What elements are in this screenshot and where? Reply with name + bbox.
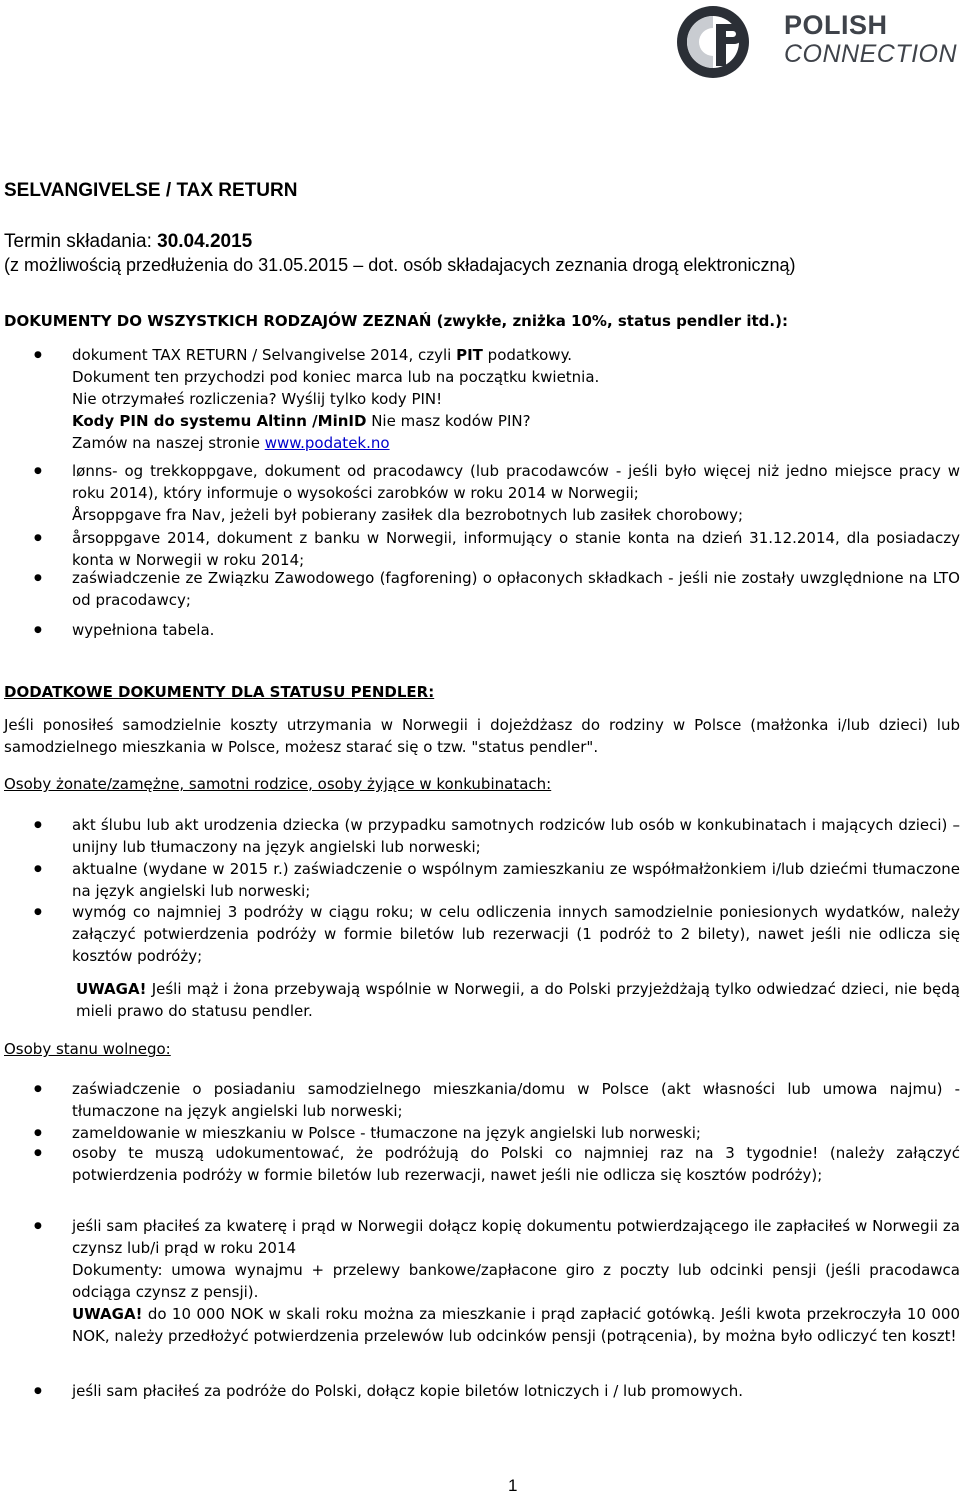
section2-heading: DODATKOWE DOKUMENTY DLA STATUSU PENDLER: bbox=[4, 683, 435, 701]
list-item: ● akt ślubu lub akt urodzenia dziecka (w przypadku samotnych rodziców lub osób w konkubinatach i mających dzieci) – unijny lub tłumaczony na język angielski lub norweski; bbox=[0, 814, 960, 858]
list-item: ● lønns- og trekkoppgave, dokument od pracodawcy (lub pracodawców - jeśli było więcej niż jedno miejsce pracy w roku 2014), który informuje o wysokości zarobków w roku 2014 w Norwegii; Årsoppgave fra Nav, jeżeli był pobierany zasiłek dla bezrobotnych lub zasiłek chorobowy; bbox=[0, 460, 960, 526]
list-item: ● zameldowanie w mieszkaniu w Polsce - tłumaczone na język angielski lub norweski; bbox=[0, 1122, 960, 1144]
section1-list-5 bbox=[0, 619, 960, 641]
note-label: UWAGA! bbox=[76, 980, 147, 998]
section2-intro: Jeśli ponosiłeś samodzielnie koszty utrzymania w Norwegii i dojeżdżasz do rodziny w Polsce (małżonka i/lub dzieci) lub samodzielnego mieszkania w Polsce, możesz starać się o tzw. "status pendler". bbox=[4, 716, 960, 756]
list-item: ● zaświadczenie o posiadaniu samodzielnego mieszkania/domu w Polsce (akt własności lub umowa najmu) - tłumaczone na język angielski lub norweski; bbox=[0, 1078, 960, 1122]
list-item: ● aktualne (wydane w 2015 r.) zaświadczenie o wspólnym zamieszkaniu ze współmałżonkiem i/lub dziećmi tłumaczone na język angielski lub norweski; bbox=[0, 858, 960, 902]
list-item: ● jeśli sam płaciłeś za kwaterę i prąd w Norwegii dołącz kopię dokumentu potwierdzającego ile zapłaciłeś w Norwegii za czynsz lub/i prąd w roku 2014 Dokumenty: umowa wynajmu + przelewy bankowe/zapłacone giro z poczty lub odcinki pensji (jeśli pracodawca odciąga czynsz z pensji). UWAGA! do 10 000 NOK w skali roku można za mieszkanie i prąd zapłacić gotówką. Jeśli kwota przekroczyła 10 000 NOK, należy przedłożyć potwierdzenia przelewów lub odcinków pensji (potrącenia), by można było odliczyć ten koszt! bbox=[0, 1215, 960, 1347]
deadline-label: Termin składania: bbox=[4, 231, 158, 252]
deadline-line bbox=[4, 231, 252, 253]
travel-list bbox=[0, 1380, 960, 1402]
logo-text-polish: POLISH bbox=[784, 10, 888, 40]
list-item: ● osoby te muszą udokumentować, że podróżują do Polski co najmniej raz na 3 tygodnie! (należy załączyć potwierdzenia podróży w formie biletów lub rezerwacji, nawet jeśli nie odlicza się kosztów podróży); bbox=[0, 1142, 960, 1186]
podatek-link[interactable]: www.podatek.no bbox=[264, 434, 390, 452]
single-list-2 bbox=[0, 1142, 960, 1186]
list-item: ● wypełniona tabela. bbox=[0, 619, 960, 641]
section1-heading: DOKUMENTY DO WSZYSTKICH RODZAJÓW ZEZNAŃ (zwykłe, zniżka 10%, status pendler itd.): bbox=[4, 312, 788, 330]
list-item: ● zaświadczenie ze Związku Zawodowego (fagforening) o opłaconych składkach - jeśli nie zostały uwzględnione na LTO od pracodawcy; bbox=[0, 567, 960, 611]
logo-text-connection: CONNECTION bbox=[784, 40, 958, 68]
page-title: SELVANGIVELSE / TAX RETURN bbox=[4, 180, 298, 201]
list-item: ● årsoppgave 2014, dokument z banku w Norwegii, informujący o stanie konta na dzień 31.12.2014, dla posiadaczy konta w Norwegii w roku 2014; bbox=[0, 527, 960, 571]
married-list bbox=[0, 814, 960, 902]
section1-list-2 bbox=[0, 460, 960, 526]
section1-list-4 bbox=[0, 567, 960, 611]
single-heading: Osoby stanu wolnego: bbox=[4, 1040, 171, 1058]
section1-list-3 bbox=[0, 527, 960, 571]
deadline-extension: (z możliwością przedłużenia do 31.05.2015 – dot. osób składajacych zeznania drogą elektroniczną) bbox=[4, 255, 796, 275]
single-list bbox=[0, 1078, 960, 1144]
rent-list bbox=[0, 1215, 960, 1347]
married-note: UWAGA! Jeśli mąż i żona przebywają wspólnie w Norwegii, a do Polski przyjeżdżają tylko odwiedzać dzieci, nie będą mieli prawo do statusu pendler. bbox=[76, 980, 960, 1020]
list-item: ● dokument TAX RETURN / Selvangivelse 2014, czyli PIT podatkowy. Dokument ten przychodzi pod koniec marca lub na początku kwietnia. Nie otrzymałeś rozliczenia? Wyślij tylko kody PIN! Kody PIN do systemu Altinn /MinID Nie masz kodów PIN? Zamów na naszej stronie www.podatek.no bbox=[0, 344, 960, 454]
section1-list bbox=[0, 344, 960, 454]
page-number: 1 bbox=[508, 1476, 518, 1495]
list-item: ● jeśli sam płaciłeś za podróże do Polski, dołącz kopie biletów lotniczych i / lub promowych. bbox=[0, 1380, 960, 1402]
married-list-2 bbox=[0, 901, 960, 967]
deadline-date: 30.04.2015 bbox=[157, 231, 253, 252]
list-item: ● wymóg co najmniej 3 podróży w ciągu roku; w celu odliczenia innych samodzielnie poniesionych wydatków, należy załączyć potwierdzenia podróży w formie biletów lub rezerwacji (1 podróż to 2 bilety), nawet jeśli nie odlicza się kosztów podróży; bbox=[0, 901, 960, 967]
married-heading: Osoby żonate/zamężne, samotni rodzice, osoby żyjące w konkubinatach: bbox=[4, 775, 552, 793]
